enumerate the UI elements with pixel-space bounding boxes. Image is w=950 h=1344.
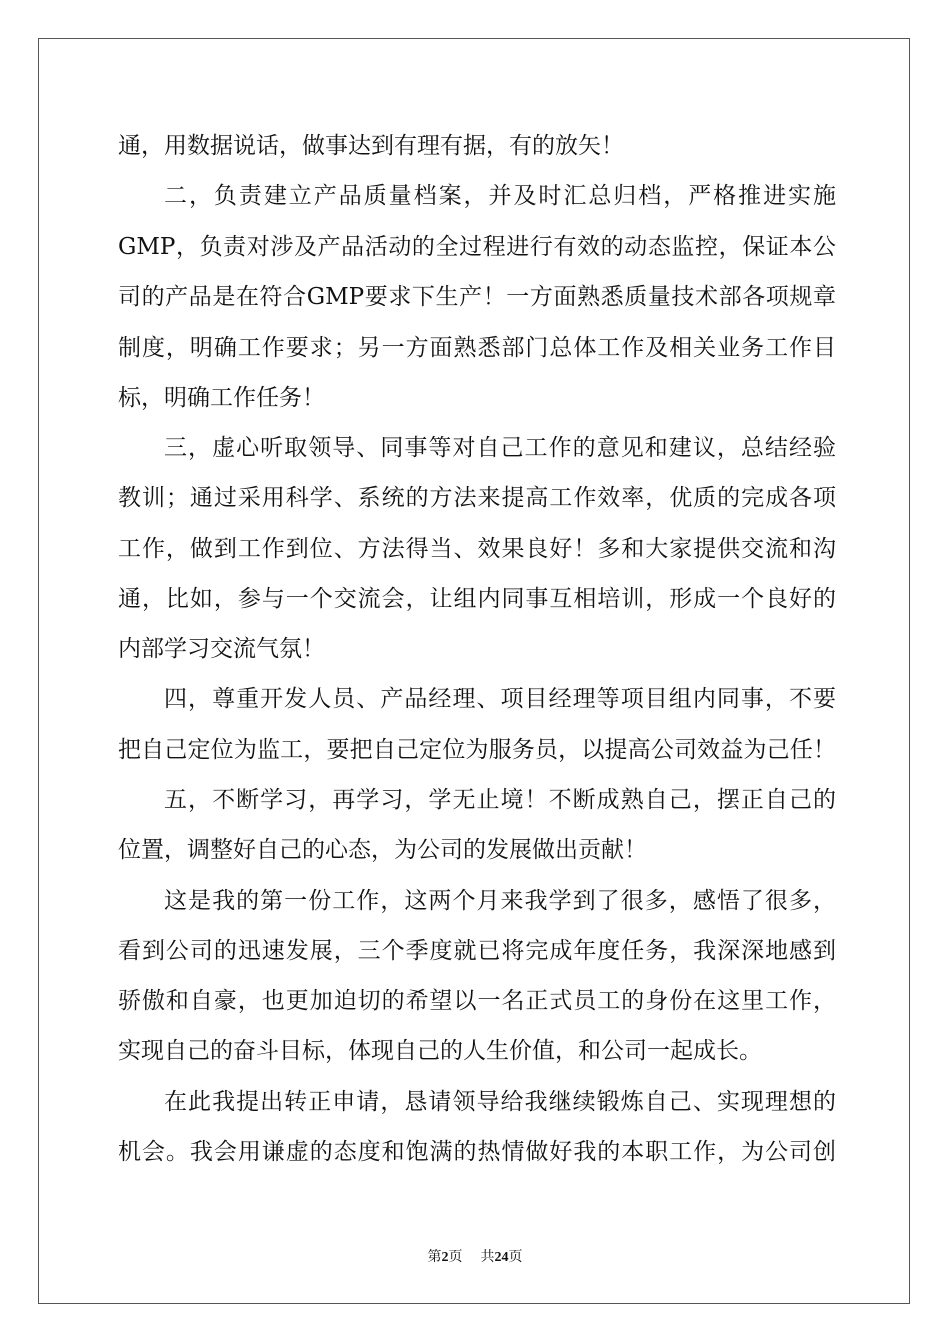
total-page-count: 24 [494, 1250, 509, 1265]
footer-prefix: 第 [427, 1249, 442, 1265]
text-line: 骄傲和自豪，也更加迫切的希望以一名正式员工的身份在这里工作， [118, 988, 836, 1014]
text-line: 四，尊重开发人员、产品经理、项目经理等项目组内同事，不要 [164, 686, 836, 712]
text-line: 这是我的第一份工作，这两个月来我学到了很多，感悟了很多， [164, 888, 836, 914]
text-line: 实现自己的奋斗目标，体现自己的人生价值，和公司一起成长。 [118, 1038, 762, 1064]
text-line: 通，比如，参与一个交流会，让组内同事互相培训，形成一个良好的 [118, 586, 836, 612]
footer-total-unit: 页 [508, 1249, 523, 1265]
page-footer [0, 1246, 950, 1266]
text-line: 二，负责建立产品质量档案，并及时汇总归档，严格推进实施 [164, 183, 836, 209]
footer-total-prefix: 共 [480, 1249, 495, 1265]
text-line: 把自己定位为监工，要把自己定位为服务员，以提高公司效益为己任！ [118, 737, 836, 763]
text-line: GMP，负责对涉及产品活动的全过程进行有效的动态监控，保证本公 [118, 234, 836, 260]
text-line: 工作，做到工作到位、方法得当、效果良好！多和大家提供交流和沟 [118, 536, 836, 562]
text-line: 通，用数据说话，做事达到有理有据，有的放矢！ [118, 133, 624, 159]
text-line: 教训；通过采用科学、系统的方法来提高工作效率，优质的完成各项 [118, 485, 836, 511]
text-line: 位置，调整好自己的心态，为公司的发展做出贡献！ [118, 837, 647, 863]
text-line: 内部学习交流气氛！ [118, 636, 325, 662]
text-line: 机会。我会用谦虚的态度和饱满的热情做好我的本职工作，为公司创 [118, 1139, 836, 1165]
text-line: 三，虚心听取领导、同事等对自己工作的意见和建议，总结经验 [164, 435, 836, 461]
text-line: 司的产品是在符合GMP要求下生产！一方面熟悉质量技术部各项规章 [118, 284, 836, 310]
text-line: 看到公司的迅速发展，三个季度就已将完成年度任务，我深深地感到 [118, 938, 836, 964]
text-line: 制度，明确工作要求；另一方面熟悉部门总体工作及相关业务工作目 [118, 335, 836, 361]
text-line: 在此我提出转正申请，恳请领导给我继续锻炼自己、实现理想的 [164, 1089, 836, 1115]
footer-page-unit: 页 [448, 1249, 463, 1265]
text-line: 标，明确工作任务！ [118, 385, 325, 411]
current-page-number: 2 [441, 1250, 449, 1265]
text-line: 五，不断学习，再学习，学无止境！不断成熟自己，摆正自己的 [164, 787, 836, 813]
